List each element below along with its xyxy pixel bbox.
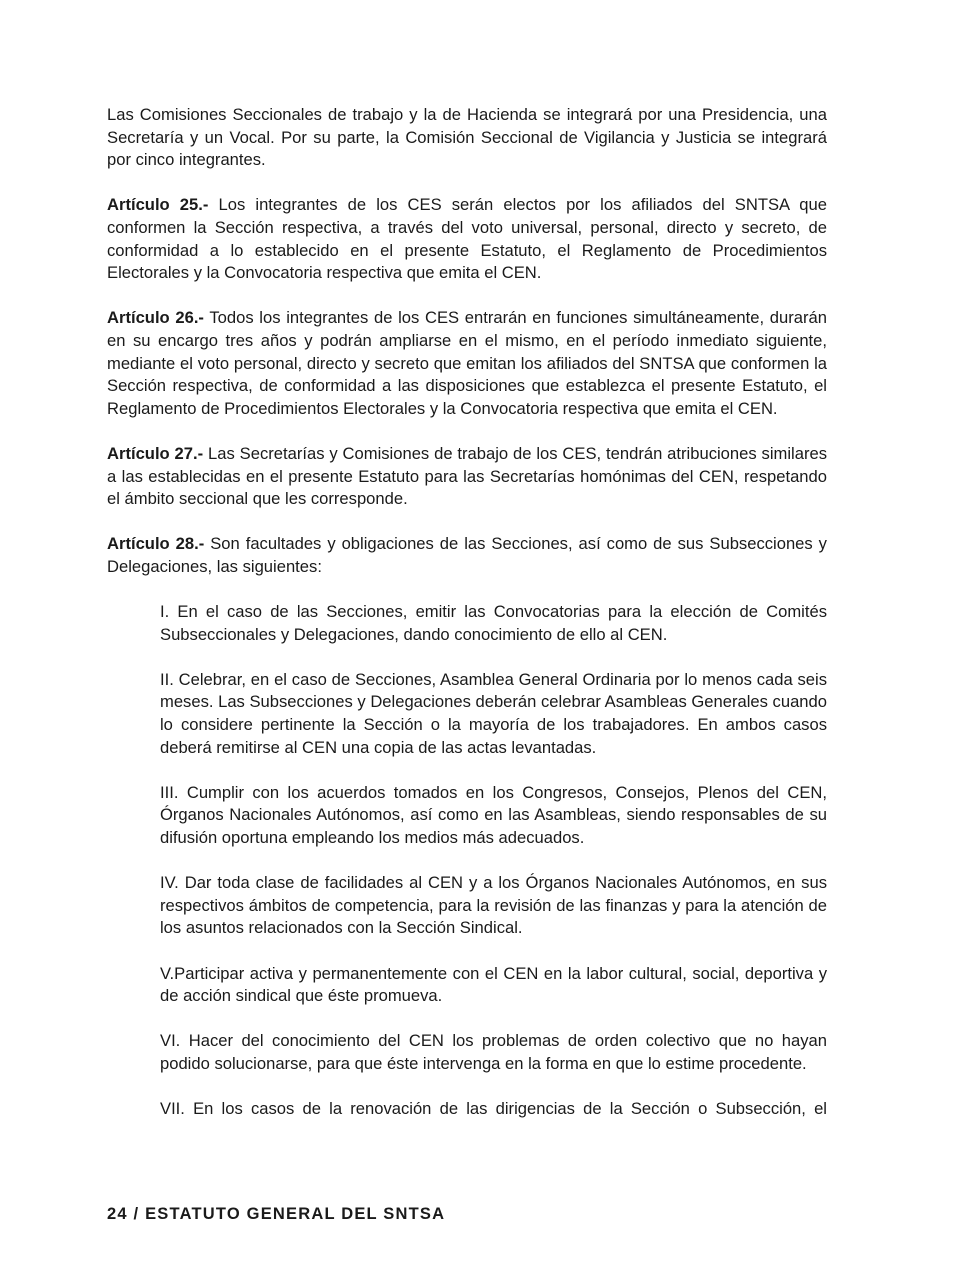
article-25: [107, 194, 827, 284]
paragraph-intro: [107, 104, 827, 172]
article-text: Son facultades y obligaciones de las Secciones, así como de sus Subsecciones y Delegaciones, las siguientes:: [107, 534, 827, 576]
article-text: Todos los integrantes de los CES entrarán en funciones simultáneamente, durarán en su encargo tres años y podrán ampliarse en el mismo, en el período inmediato siguiente, mediante el voto personal, directo y secreto que emitan los afiliados del SNTSA que conformen la Sección respectiva, de conformidad a las disposiciones que establezca el presente Estatuto, el Reglamento de Procedimientos Electorales y la Convocatoria respectiva que emita el CEN.: [107, 308, 827, 418]
list-item: III. Cumplir con los acuerdos tomados en los Congresos, Consejos, Plenos del CEN, Órganos Nacionales Autónomos, así como en las Asambleas, siendo responsables de su difusión oportuna empleando los medios más adecuados.: [160, 782, 827, 847]
paragraph-text: Las Comisiones Seccionales de trabajo y la de Hacienda se integrará por una Presidencia, una Secretaría y un Vocal. Por su parte, la Comisión Seccional de Vigilancia y Justicia se integrará por cinco integrantes.: [107, 105, 827, 170]
list-item: V.Participar activa y permanentemente con el CEN en la labor cultural, social, deportiva y de acción sindical que éste promueva.: [160, 963, 827, 1006]
list-item: VII. En los casos de la renovación de las dirigencias de la Sección o Subsección, el: [160, 1099, 827, 1119]
article-28: [107, 533, 827, 578]
article-text: Los integrantes de los CES serán electos por los afiliados del SNTSA que conformen la Sección respectiva, a través del voto universal, personal, directo y secreto, de conformidad a lo establecido en el presente Estatuto, el Reglamento de Procedimientos Electorales y la Convocatoria respectiva que emita el CEN.: [107, 195, 827, 283]
article-27: [107, 443, 827, 511]
page-footer: 24 / ESTATUTO GENERAL DEL SNTSA: [107, 1205, 446, 1223]
list-item: I. En el caso de las Secciones, emitir las Convocatorias para la elección de Comités Subseccionales y Delegaciones, dando conocimiento de ello al CEN.: [160, 602, 827, 644]
article-label: Artículo 28.-: [107, 534, 205, 554]
list-item: II. Celebrar, en el caso de Secciones, Asamblea General Ordinaria por lo menos cada seis meses. Las Subsecciones y Delegaciones deberán celebrar Asambleas Generales cuando lo considere pertinente la Sección o la mayoría de los trabajadores. En ambos casos deberá remitirse al CEN una copia de las actas levantadas.: [160, 669, 827, 757]
article-label: Artículo 27.-: [107, 443, 204, 463]
article-text: Las Secretarías y Comisiones de trabajo de los CES, tendrán atribuciones similares a las establecidas en el presente Estatuto para las Secretarías homónimas del CEN, respetando el ámbito seccional que les corresponde.: [107, 443, 827, 509]
article-label: Artículo 25.-: [107, 195, 209, 215]
list-item: VI. Hacer del conocimiento del CEN los problemas de orden colectivo que no hayan podido solucionarse, para que éste intervenga en la forma en que lo estime procedente.: [160, 1031, 827, 1073]
list-item: IV. Dar toda clase de facilidades al CEN y a los Órganos Nacionales Autónomos, en sus respectivos ámbitos de competencia, para la revisión de las finanzas y para la atención de los asuntos relacionados con la Sección Sindical.: [160, 873, 827, 938]
document-body: [107, 104, 827, 1143]
article-label: Artículo 26.-: [107, 308, 204, 328]
article-26: [107, 307, 827, 420]
